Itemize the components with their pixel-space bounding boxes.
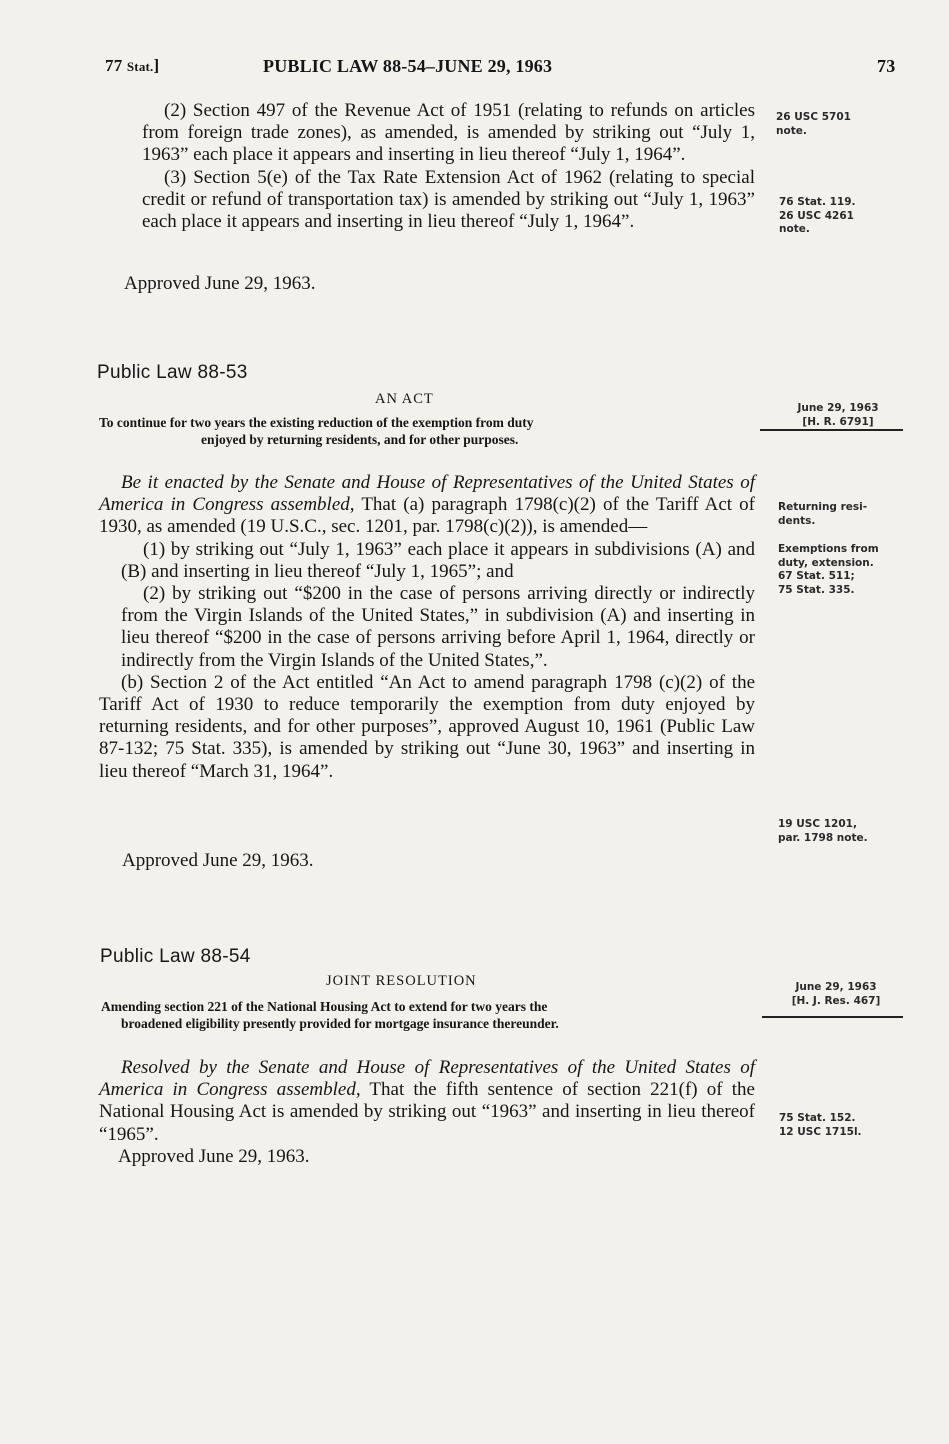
paragraph-3: (3) Section 5(e) of the Tax Rate Extension Act of 1962 (relating to special credit or refund of transportation tax) is amended by striking out “July 1, 1963” each place it appears and inserting in lieu thereof “July 1, 1964”. (142, 166, 755, 233)
law-88-53-purpose-line2: enjoyed by returning residents, and for other purposes. (201, 432, 519, 447)
law-88-53-section-b: (b) Section 2 of the Act entitled “An Act to amend paragraph 1798 (c)(2) of the Tariff Act of 1930 to reduce temporarily the exemption from duty enjoyed by returning residents, and for other purposes”, approved August 10, 1961 (Public Law 87-132; 75 Stat. 335), is amended by striking out “June 30, 1963” and inserting in lieu thereof “March 31, 1964”. (99, 671, 755, 782)
law-88-54-purpose-line1: Amending section 221 of the National Housing Act to extend for two years the (101, 999, 548, 1014)
enacting-text: That (a) paragraph 1798(c)(2) of the Tariff Act of 1930, as amended (19 U.S.C., sec. 1201, par. 1798(c)(2)), is amended— (99, 494, 755, 538)
law-88-53-purpose-line1: To continue for two years the existing reduction of the exemption from duty (99, 415, 534, 430)
approved-date-top: Approved June 29, 1963. (124, 273, 316, 294)
margin-note-26usc5701: 26 USC 5701 note. (776, 111, 851, 137)
enacting-formula: Be it enacted by the Senate and House of Representatives of the United States of America in Congress assembled, (99, 472, 755, 516)
law-88-54-divider (762, 1016, 903, 1018)
law-88-53-divider (760, 429, 903, 431)
running-title: PUBLIC LAW 88-54–JUNE 29, 1963 (263, 56, 553, 76)
law-88-54-date-note: June 29, 1963 [H. J. Res. 467] (791, 981, 881, 1007)
law-88-54-purpose (101, 998, 766, 1032)
page-number: 73 (877, 56, 896, 76)
law-88-53-purpose (99, 414, 759, 448)
law-88-53-body (99, 472, 755, 783)
law-88-54-purpose-line2: broadened eligibility presently provided for mortgage insurance thereunder. (121, 1016, 559, 1031)
margin-note-75stat152: 75 Stat. 152. 12 USC 1715l. (779, 1112, 862, 1138)
margin-note-76stat119: 76 Stat. 119. 26 USC 4261 note. (779, 196, 856, 235)
law-88-53-date-note: June 29, 1963 [H. R. 6791] (797, 402, 879, 428)
law-88-54-act-label: JOINT RESOLUTION (326, 973, 477, 989)
law-88-53-clause-1: (1) by striking out “July 1, 1963” each place it appears in subdivisions (A) and (B) and inserting in lieu thereof “July 1, 1965”; and (121, 538, 755, 582)
volume-stat: Stat. (126, 59, 154, 74)
paragraph-2: (2) Section 497 of the Revenue Act of 1951 (relating to refunds on articles from foreign trade zones), as amended, is amended by striking out “July 1, 1963” each place it appears and inserting in lieu thereof “July 1, 1964”. (142, 100, 755, 166)
margin-note-19usc1201: 19 USC 1201, par. 1798 note. (778, 818, 868, 844)
law-88-54-resolving-clause (99, 1057, 755, 1146)
volume-reference (105, 56, 159, 76)
margin-note-exemptions: Exemptions from duty, extension. 67 Stat. 511; 75 Stat. 335. (778, 543, 879, 596)
law-88-54-approved: Approved June 29, 1963. (118, 1146, 310, 1167)
resolving-formula: Resolved by the Senate and House of Representatives of the United States of America in Congress assembled, (99, 1057, 755, 1101)
law-88-54-body (99, 1057, 755, 1146)
law-88-53-clause-2: (2) by striking out “$200 in the case of persons arriving directly or indirectly from the Virgin Islands of the United States,” in subdivision (A) and inserting in lieu thereof “$200 in the case of persons arriving before April 1, 1964, directly or indirectly from the Virgin Islands of the United States,”. (121, 583, 755, 671)
law-88-53-enacting-clause (99, 472, 755, 539)
top-section-text (142, 100, 755, 233)
resolving-text: That the fifth sentence of section 221(f) of the National Housing Act is amended by striking out “1963” and inserting in lieu thereof “1965”. (99, 1079, 755, 1145)
law-88-53-approved: Approved June 29, 1963. (122, 850, 314, 871)
margin-note-returning-residents: Returning resi- dents. (778, 501, 868, 527)
law-88-53-act-label: AN ACT (375, 391, 434, 407)
law-88-53-heading: Public Law 88-53 (97, 362, 248, 383)
law-88-54-heading: Public Law 88-54 (100, 946, 251, 967)
volume-bracket: ] (153, 56, 160, 75)
volume-number: 77 (105, 56, 123, 75)
